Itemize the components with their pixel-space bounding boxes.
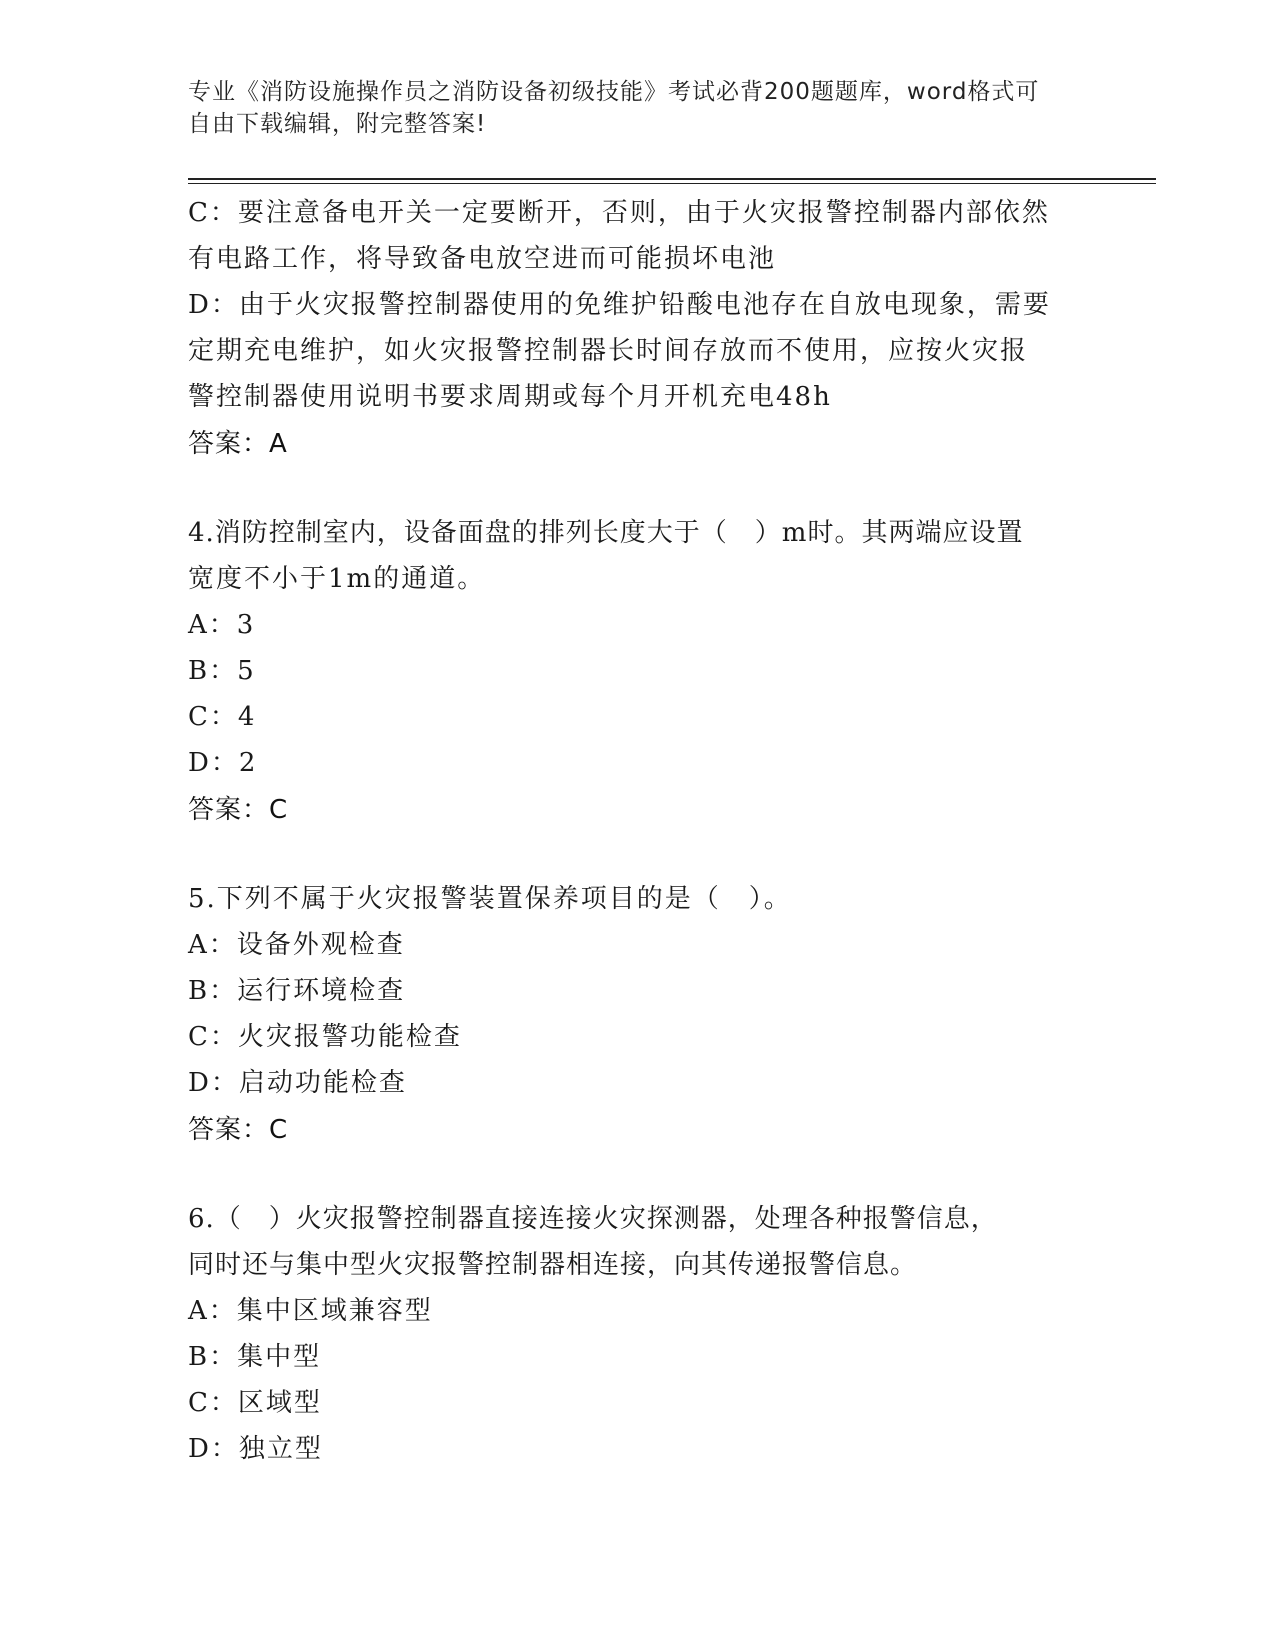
option-a: A：设备外观检查 — [188, 930, 405, 960]
option-c-line-2: 有电路工作，将导致备电放空进而可能损坏电池 — [188, 244, 777, 274]
section-gap — [188, 468, 1088, 510]
option-d-line-2: 定期充电维护，如火灾报警控制器长时间存放而不使用，应按火灾报 — [188, 336, 1029, 366]
question-stem-line-1: 5.下列不属于火灾报警装置保养项目的是（ ）。 — [188, 884, 792, 914]
answer-label: 答案：C — [188, 795, 289, 825]
header-line-2: 自由下载编辑，附完整答案! — [188, 111, 487, 137]
option-a: A：集中区域兼容型 — [188, 1296, 433, 1326]
question-stem-line-1: 4.消防控制室内，设备面盘的排列长度大于（ ）m时。其两端应设置 — [188, 518, 1024, 548]
answer-label: 答案：C — [188, 1115, 289, 1145]
answer-label: 答案：A — [188, 429, 288, 459]
question-stem-line-1: 6.（ ）火灾报警控制器直接连接火灾探测器，处理各种报警信息， — [188, 1204, 998, 1234]
question-3-continuation — [188, 190, 1088, 468]
question-6 — [188, 1196, 1088, 1472]
document-body — [188, 190, 1088, 1472]
question-5 — [188, 876, 1088, 1154]
option-d-line-3: 警控制器使用说明书要求周期或每个月开机充电48h — [188, 382, 832, 412]
question-4 — [188, 510, 1088, 834]
option-d-line-1: D：由于火灾报警控制器使用的免维护铅酸电池存在自放电现象，需要 — [188, 290, 1051, 320]
option-c: C：火灾报警功能检查 — [188, 1022, 462, 1052]
header-rule-thick — [188, 178, 1156, 180]
option-d: D：启动功能检查 — [188, 1068, 407, 1098]
section-gap — [188, 1154, 1088, 1196]
option-d: D：2 — [188, 748, 258, 778]
header-rule-thin — [188, 183, 1156, 184]
question-stem-line-2: 宽度不小于1m的通道。 — [188, 564, 486, 594]
option-b: B：运行环境检查 — [188, 976, 406, 1006]
option-b: B：5 — [188, 656, 256, 686]
option-a: A：3 — [188, 610, 256, 640]
option-c-line-1: C：要注意备电开关一定要断开，否则，由于火灾报警控制器内部依然 — [188, 198, 1050, 228]
option-b: B：集中型 — [188, 1342, 322, 1372]
option-c: C：区域型 — [188, 1388, 322, 1418]
question-stem-line-2: 同时还与集中型火灾报警控制器相连接，向其传递报警信息。 — [188, 1250, 918, 1280]
option-d: D：独立型 — [188, 1434, 323, 1464]
document-header — [188, 76, 1088, 140]
section-gap — [188, 834, 1088, 876]
option-c: C：4 — [188, 702, 257, 732]
header-line-1: 专业《消防设施操作员之消防设备初级技能》考试必背200题题库，word格式可 — [188, 79, 1040, 105]
